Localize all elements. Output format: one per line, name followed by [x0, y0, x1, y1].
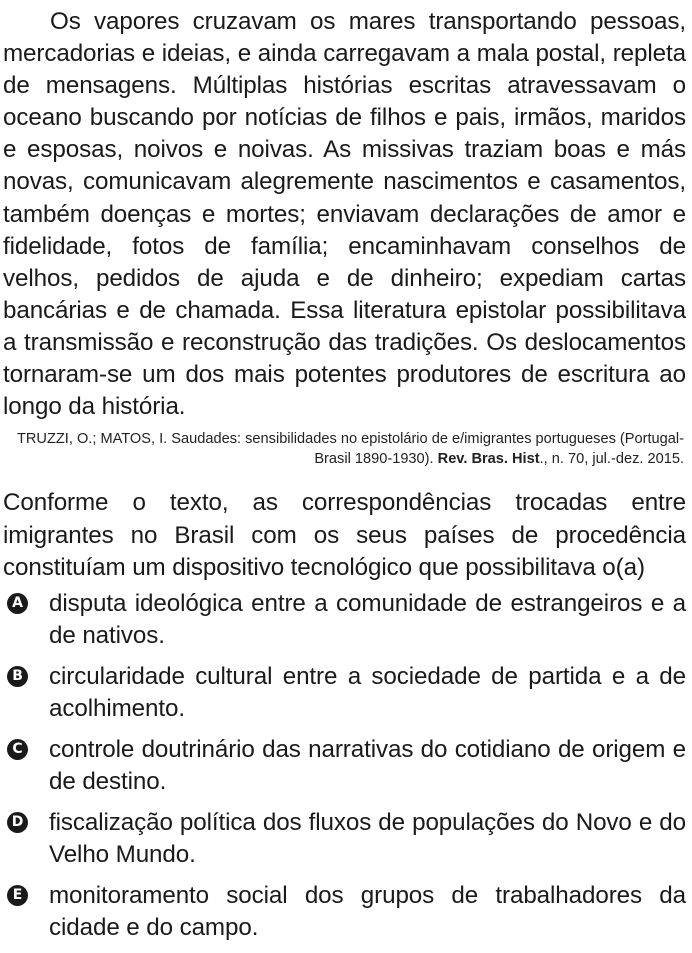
option-text: fiscalização política dos fluxos de populações do Novo e do Velho Mundo.	[49, 809, 686, 868]
option-letter-badge: A	[7, 593, 28, 614]
option-c[interactable]	[3, 734, 686, 797]
citation-authors-title: TRUZZI, O.; MATOS, I. Saudades: sensibilidades no epistolário de e/imigrantes portugueses (Portugal-Brasil 1890-1930).	[16, 431, 684, 468]
option-d[interactable]	[3, 807, 686, 870]
option-b[interactable]	[3, 661, 686, 724]
option-letter-badge: B	[7, 666, 28, 687]
option-letter-badge: D	[7, 812, 28, 833]
question-stem: Conforme o texto, as correspondências trocadas entre imigrantes no Brasil com os seus países de procedência constituíam um dispositivo tecnológico que possibilitava o(a)	[3, 489, 686, 581]
option-text: controle doutrinário das narrativas do cotidiano de origem e de destino.	[49, 736, 686, 795]
option-text: monitoramento social dos grupos de trabalhadores da cidade e do campo.	[49, 882, 686, 941]
option-text: disputa ideológica entre a comunidade de estrangeiros e a de nativos.	[49, 590, 686, 649]
option-e[interactable]	[3, 880, 686, 943]
passage-text: Os vapores cruzavam os mares transportando pessoas, mercadorias e ideias, e ainda carregavam a mala postal, repleta de mensagens. Múltiplas histórias escritas atravessavam o oceano buscando por notícias de filhos e pais, irmãos, maridos e esposas, noivos e noivas. As missivas traziam boas e más novas, comunicavam alegremente nascimentos e casamentos, também doenças e mortes; enviavam declarações de amor e fidelidade, fotos de família; encaminhavam conselhos de velhos, pedidos de ajuda e de dinheiro; expediam cartas bancárias e de chamada. Essa literatura epistolar possibilitava a transmissão e reconstrução das tradições. Os deslocamentos tornaram-se um dos mais potentes produtores de escritura ao longo da história.	[3, 8, 686, 421]
option-text: circularidade cultural entre a sociedade de partida e a de acolhimento.	[49, 663, 686, 722]
option-letter-badge: C	[7, 739, 28, 760]
citation-journal: Rev. Bras. Hist	[437, 451, 540, 468]
source-citation	[3, 429, 684, 469]
citation-details: ., n. 70, jul.-dez. 2015.	[539, 451, 684, 468]
answer-options	[3, 588, 686, 943]
option-a[interactable]	[3, 588, 686, 651]
option-letter-badge: E	[7, 885, 28, 906]
